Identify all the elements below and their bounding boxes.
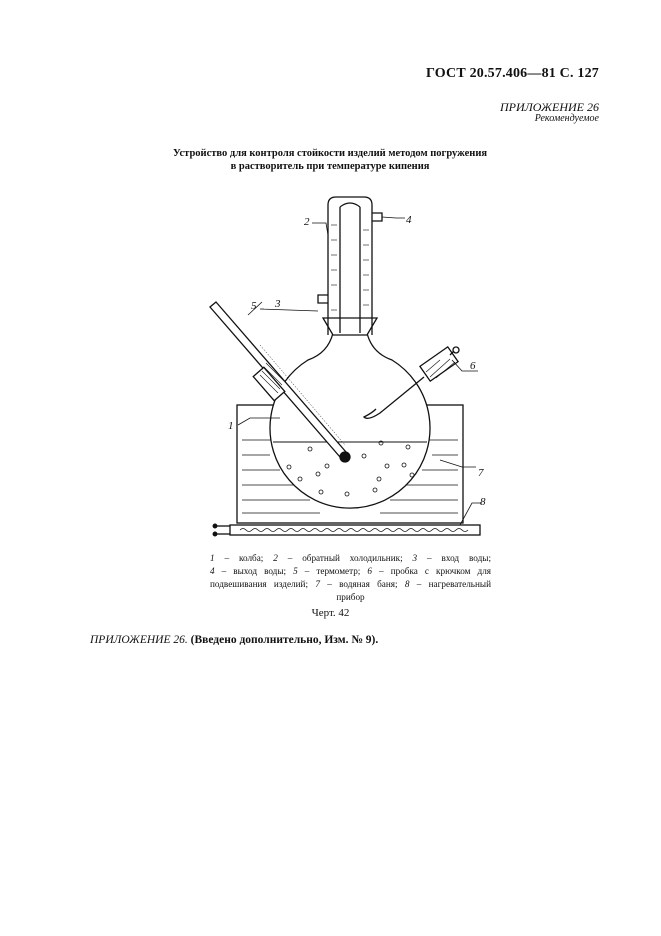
callout-2: 2 [304, 216, 310, 228]
legend-line-4: прибор [336, 592, 365, 602]
appendix-footnote [90, 634, 378, 646]
appendix-title: ПРИЛОЖЕНИЕ 26 [500, 100, 599, 114]
condenser [328, 197, 372, 335]
callout-8: 8 [480, 496, 486, 508]
page-header-code: ГОСТ 20.57.406—81 С. 127 [426, 66, 599, 81]
figure-title-line2: в растворитель при температуре кипения [230, 161, 430, 172]
legend-line-3: подвешивания изделий; 7 – водяная баня; 8 – нагревательный [210, 579, 491, 589]
flask-outline [270, 333, 430, 508]
heater-plate [230, 525, 480, 535]
apparatus-diagram [200, 185, 500, 545]
figure-caption: Черт. 42 [311, 607, 350, 619]
callout-7: 7 [478, 467, 484, 479]
callout-6: 6 [470, 360, 476, 372]
legend-line-2: 4 – выход воды; 5 – термометр; 6 – пробка с крючком для [210, 566, 492, 576]
footnote-label: ПРИЛОЖЕНИЕ 26. [90, 634, 188, 646]
appendix-subtitle: Рекомендуемое [534, 113, 599, 124]
callout-3: 3 [275, 298, 281, 310]
legend-line-1: 1 – колба; 2 – обратный холодильник; 3 – вход воды; [210, 553, 491, 563]
figure-title [130, 147, 530, 173]
figure-legend [210, 552, 491, 604]
callout-5: 5 [251, 300, 257, 312]
footnote-text: (Введено дополнительно, Изм. № 9). [187, 634, 379, 646]
callout-1: 1 [228, 420, 234, 432]
callout-4: 4 [406, 214, 412, 226]
figure-title-line1: Устройство для контроля стойкости изделий методом погружения [172, 148, 488, 159]
